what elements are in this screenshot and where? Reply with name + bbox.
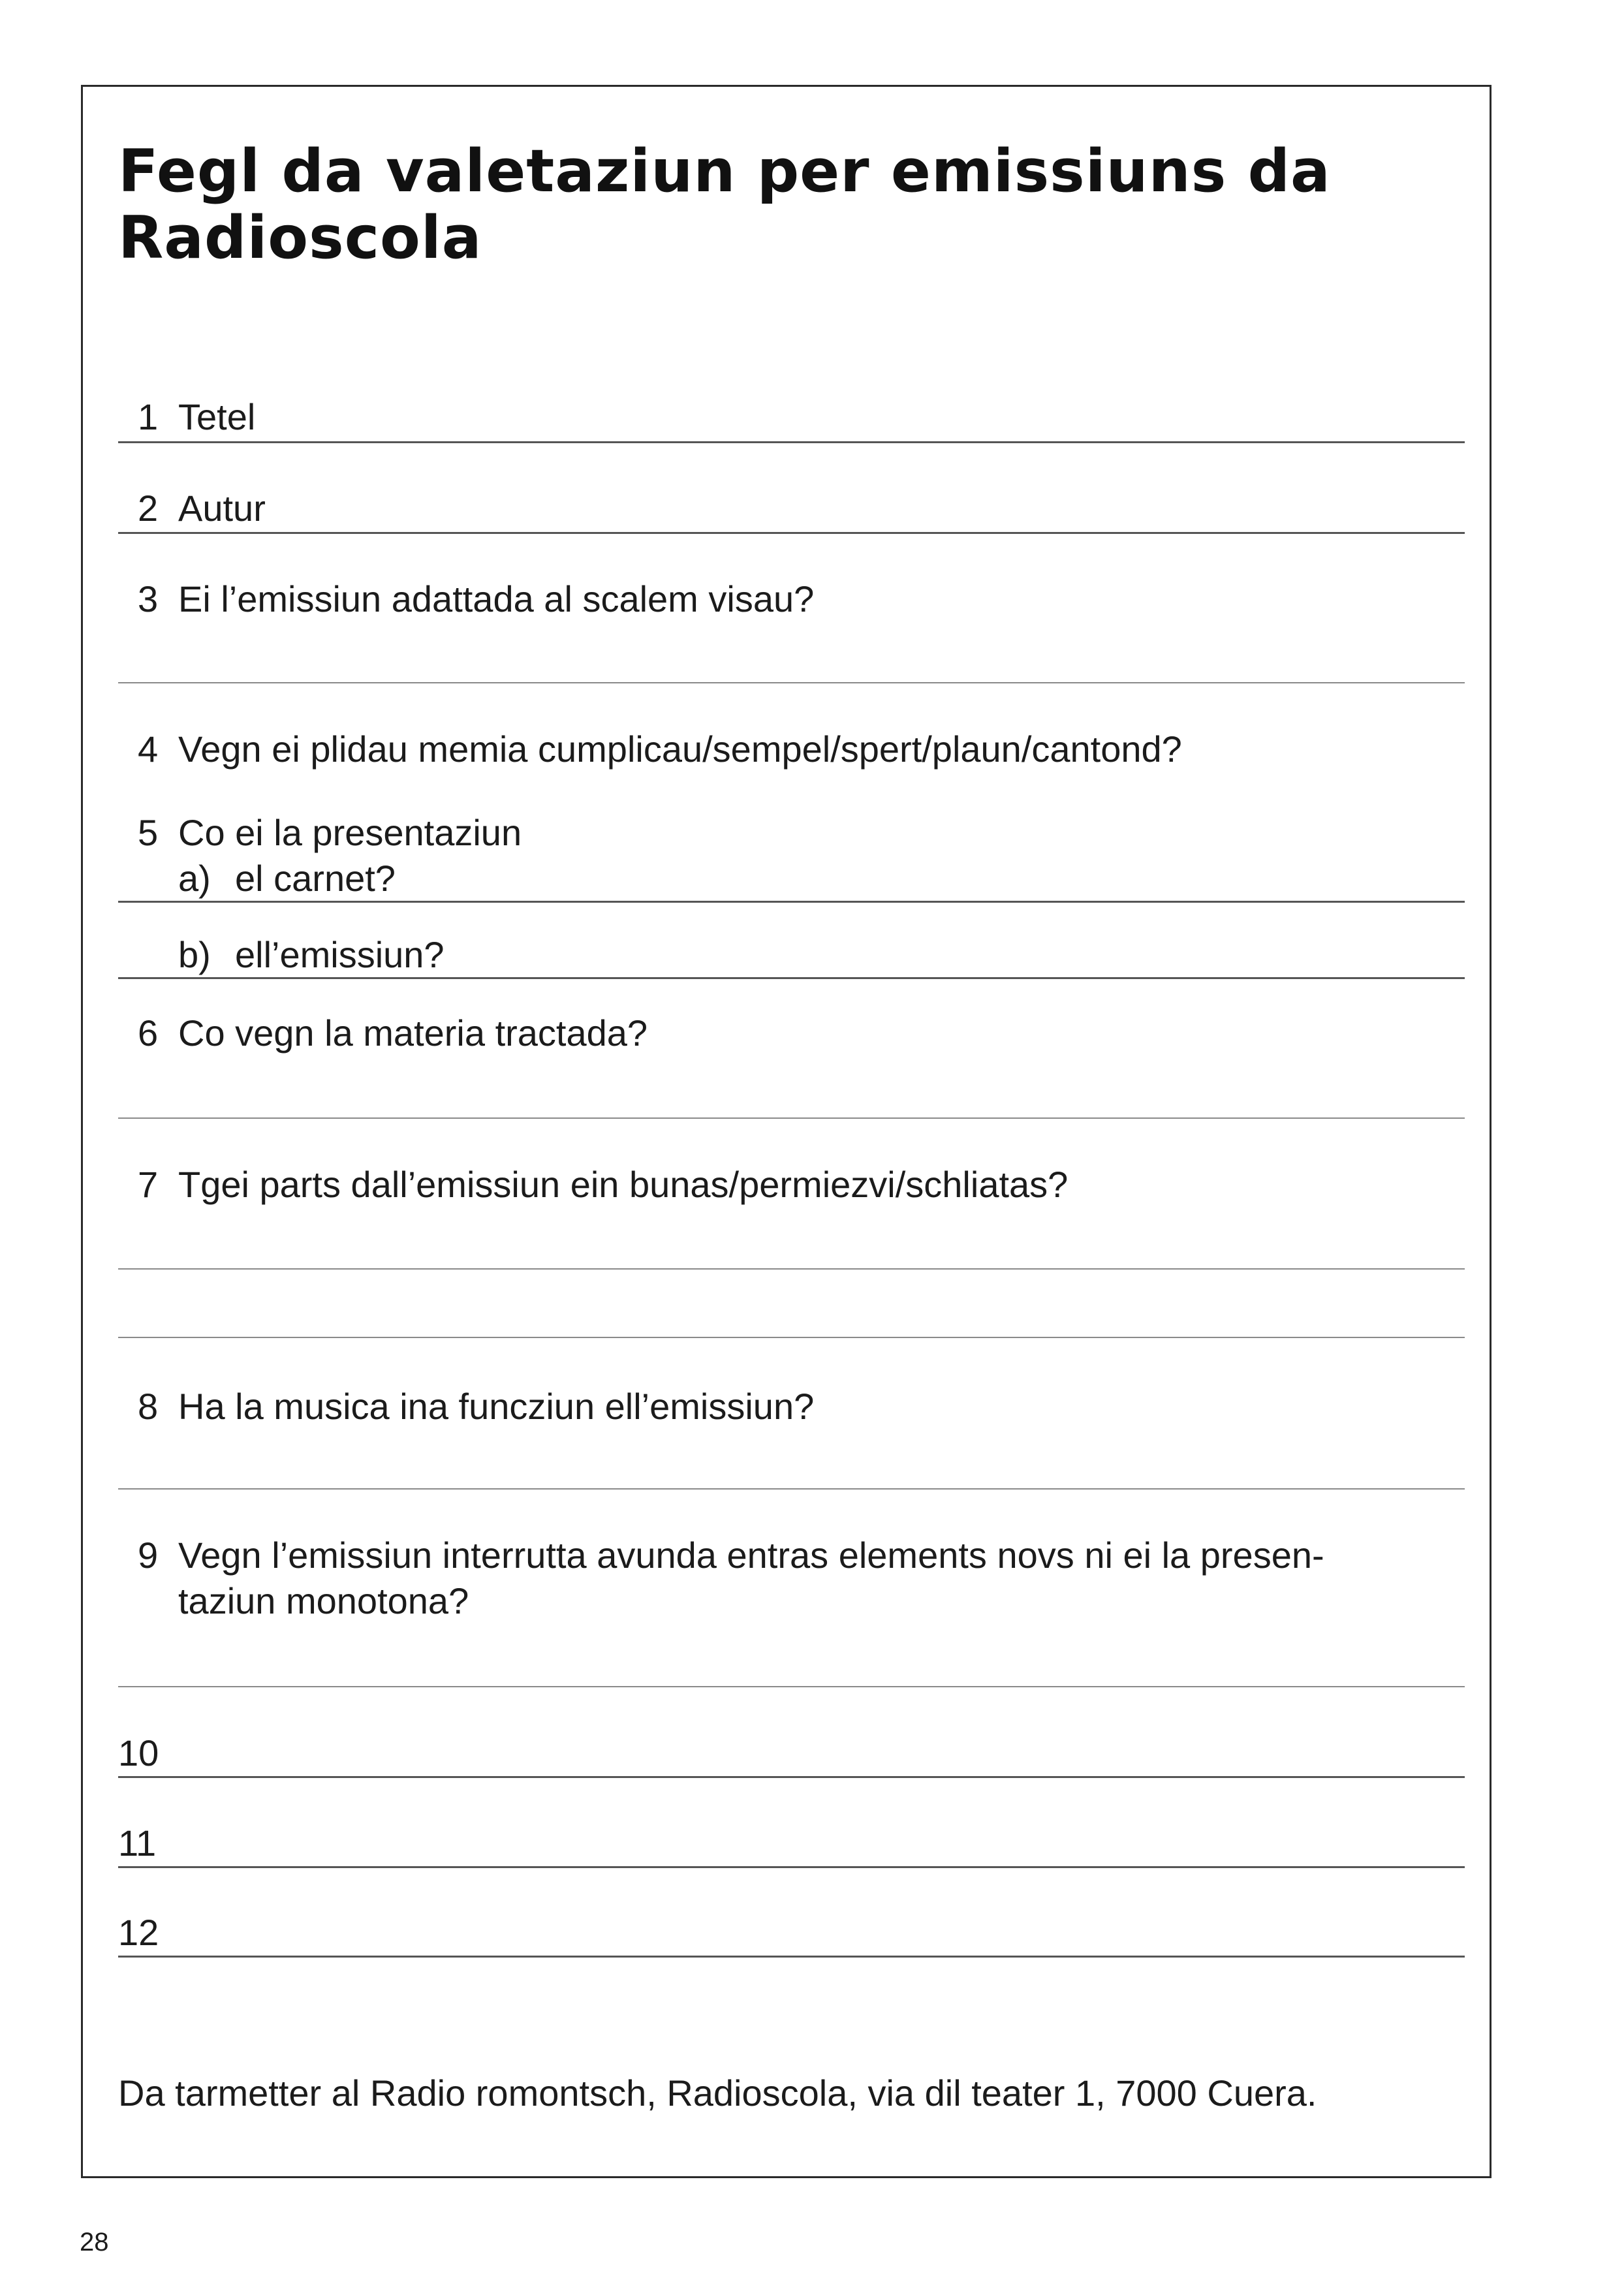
item-number-12: 12	[118, 1912, 159, 1953]
answer-line-5b[interactable]	[118, 977, 1465, 979]
item-text-8: Ha la musica ina funcziun ell’emissiun?	[178, 1386, 815, 1427]
item-number-2: 2	[138, 488, 159, 529]
item-number-8: 8	[138, 1386, 159, 1427]
form-title-line-1: Fegl da valetaziun per emissiuns da	[118, 137, 1331, 206]
answer-line-8[interactable]	[118, 1488, 1465, 1490]
page-number: 28	[80, 2228, 109, 2256]
item-number-4: 4	[138, 728, 159, 770]
item-text-2: Autur	[178, 488, 266, 529]
item-number-5: 5	[138, 812, 159, 853]
item-number-10: 10	[118, 1732, 159, 1773]
item-text-3: Ei l’emissiun adattada al scalem visau?	[178, 578, 815, 619]
item-number-1: 1	[138, 396, 159, 437]
item-5b-text: ell’emissiun?	[235, 934, 445, 975]
item-number-11: 11	[118, 1822, 157, 1864]
item-5a-text: el carnet?	[235, 858, 396, 899]
answer-line-5a[interactable]	[118, 901, 1465, 903]
item-number-6: 6	[138, 1012, 159, 1054]
item-number-7: 7	[138, 1164, 159, 1205]
form-title-line-2: Radioscola	[118, 204, 482, 272]
answer-line-6[interactable]	[118, 1117, 1465, 1119]
item-text-9-line-1: Vegn l’emissiun interrutta avunda entras elements novs ni ei la presen-	[178, 1535, 1324, 1576]
item-text-1: Tetel	[178, 396, 256, 437]
item-5b-label: b)	[178, 934, 211, 975]
answer-line-1[interactable]	[118, 441, 1465, 443]
item-text-4: Vegn ei plidau memia cumplicau/sempel/spert/plaun/cantond?	[178, 728, 1182, 770]
item-text-6: Co vegn la materia tractada?	[178, 1012, 648, 1054]
item-text-7: Tgei parts dall’emissiun ein bunas/permiezvi/schliatas?	[178, 1164, 1069, 1205]
answer-line-7b[interactable]	[118, 1337, 1465, 1338]
answer-line-7a[interactable]	[118, 1268, 1465, 1270]
form-frame	[81, 85, 1491, 2178]
item-5a-label: a)	[178, 858, 211, 899]
item-number-3: 3	[138, 578, 159, 619]
answer-line-9[interactable]	[118, 1686, 1465, 1687]
item-text-5: Co ei la presentaziun	[178, 812, 522, 853]
answer-line-12[interactable]	[118, 1956, 1465, 1958]
answer-line-11[interactable]	[118, 1866, 1465, 1868]
answer-line-10[interactable]	[118, 1776, 1465, 1778]
answer-line-2[interactable]	[118, 532, 1465, 534]
item-text-9-line-2: taziun monotona?	[178, 1580, 469, 1621]
submission-address: Da tarmetter al Radio romontsch, Radioscola, via dil teater 1, 7000 Cuera.	[118, 2072, 1317, 2114]
form-title	[118, 138, 1424, 272]
answer-line-3[interactable]	[118, 682, 1465, 683]
item-number-9: 9	[138, 1535, 159, 1576]
